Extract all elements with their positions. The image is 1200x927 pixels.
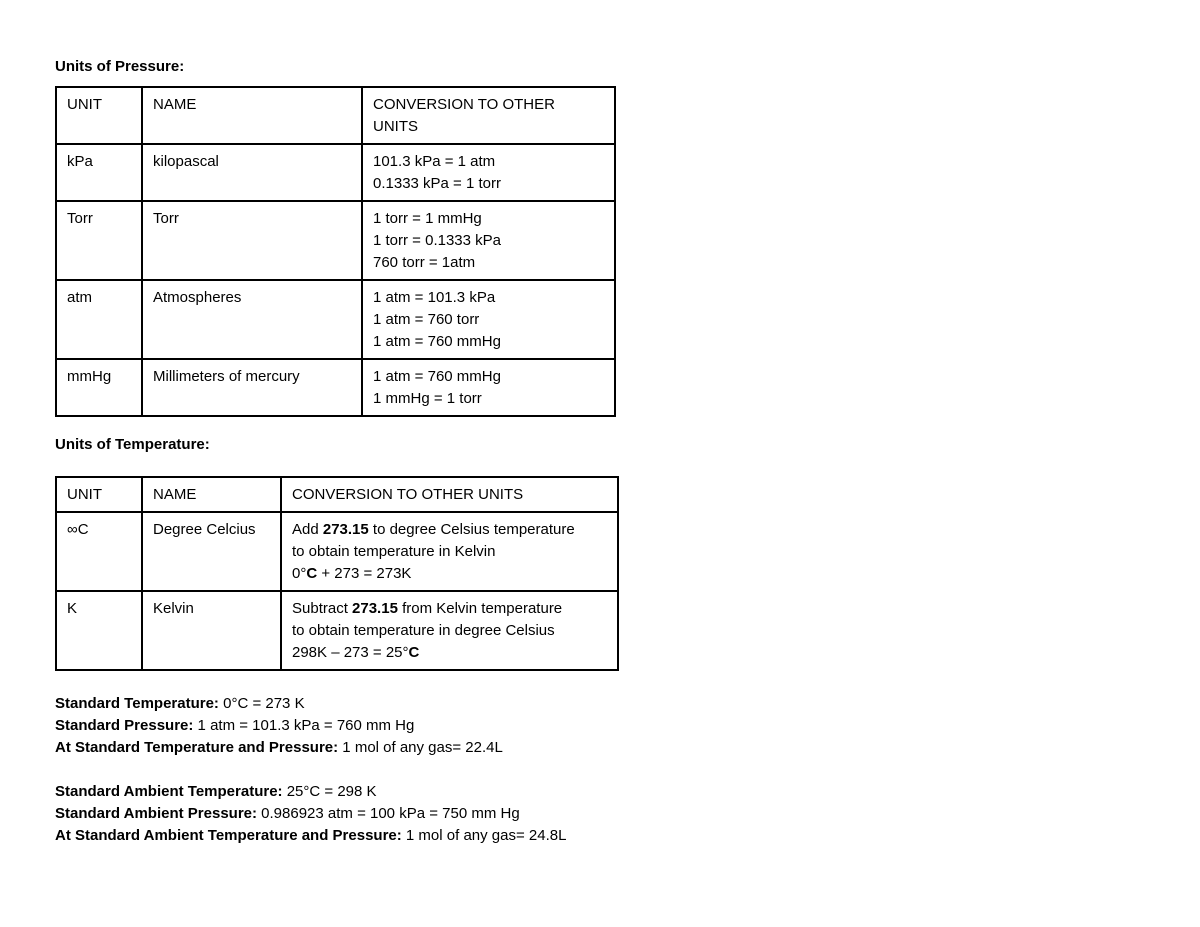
standard-label: At Standard Temperature and Pressure: bbox=[55, 739, 339, 756]
header-conversion: CONVERSION TO OTHER UNITS bbox=[362, 87, 615, 144]
temperature-heading: Units of Temperature: bbox=[55, 436, 210, 453]
standard-line bbox=[55, 737, 503, 759]
table-row bbox=[56, 512, 618, 591]
table-row bbox=[56, 591, 618, 670]
conversion-line: 101.3 kPa = 1 atm bbox=[373, 153, 496, 170]
table-row bbox=[56, 201, 615, 280]
ambient-line bbox=[55, 803, 566, 825]
conversion-line: to obtain temperature in Kelvin bbox=[292, 543, 496, 560]
standard-line bbox=[55, 715, 503, 737]
bold-value: 273.15 bbox=[352, 600, 398, 617]
conversion-line bbox=[292, 519, 607, 541]
conversion-cell bbox=[281, 512, 618, 591]
header-conversion: CONVERSION TO OTHER UNITS bbox=[281, 477, 618, 512]
unit-cell: ∞C bbox=[56, 512, 142, 591]
text-segment: 0° bbox=[292, 565, 307, 582]
ambient-value: 1 mol of any gas= 24.8L bbox=[401, 827, 567, 844]
standard-line bbox=[55, 693, 503, 715]
table-row bbox=[56, 359, 615, 416]
table-row bbox=[56, 144, 615, 201]
conversion-line: 1 torr = 1 mmHg bbox=[373, 210, 482, 227]
standard-value: 1 mol of any gas= 22.4L bbox=[338, 739, 503, 756]
table-header-row bbox=[56, 87, 615, 144]
name-cell: Atmospheres bbox=[142, 280, 362, 359]
name-cell: Degree Celcius bbox=[142, 512, 281, 591]
unit-cell: K bbox=[56, 591, 142, 670]
conversion-line bbox=[292, 563, 607, 585]
text-segment: + 273 = 273K bbox=[317, 565, 412, 582]
text-segment: from Kelvin temperature bbox=[397, 600, 563, 617]
standard-label: Standard Temperature: bbox=[55, 695, 219, 712]
bold-value: 273.15 bbox=[322, 521, 369, 538]
unit-cell: Torr bbox=[56, 201, 142, 280]
name-cell: Millimeters of mercury bbox=[142, 359, 362, 416]
text-segment: 298K – 273 = 25° bbox=[292, 644, 409, 661]
header-name: NAME bbox=[142, 477, 281, 512]
conversion-line: to obtain temperature in degree Celsius bbox=[292, 622, 555, 639]
conversion-cell bbox=[281, 591, 618, 670]
table-header-row bbox=[56, 477, 618, 512]
conversion-cell bbox=[362, 201, 615, 280]
name-cell: Kelvin bbox=[142, 591, 281, 670]
conversion-line: 1 atm = 760 mmHg bbox=[373, 333, 501, 350]
ambient-value: 0.986923 atm = 100 kPa = 750 mm Hg bbox=[257, 805, 520, 822]
conversion-line bbox=[292, 598, 607, 620]
conversion-cell bbox=[362, 280, 615, 359]
header-unit: UNIT bbox=[56, 477, 142, 512]
conversion-line bbox=[292, 642, 607, 664]
standard-label: Standard Pressure: bbox=[55, 717, 194, 734]
name-cell: Torr bbox=[142, 201, 362, 280]
header-unit: UNIT bbox=[56, 87, 142, 144]
pressure-heading: Units of Pressure: bbox=[55, 58, 185, 75]
conversion-line: 0.1333 kPa = 1 torr bbox=[373, 175, 501, 192]
bold-value: C bbox=[408, 644, 420, 661]
ambient-value: 25°C = 298 K bbox=[282, 783, 377, 800]
standard-value: 1 atm = 101.3 kPa = 760 mm Hg bbox=[193, 717, 415, 734]
bold-value: C bbox=[306, 565, 318, 582]
conversion-line: 760 torr = 1atm bbox=[373, 254, 476, 271]
ambient-label: Standard Ambient Pressure: bbox=[55, 805, 257, 822]
name-cell: kilopascal bbox=[142, 144, 362, 201]
text-segment: Add bbox=[292, 521, 323, 538]
table-row bbox=[56, 280, 615, 359]
ambient-conditions bbox=[55, 781, 566, 847]
conversion-line: 1 atm = 101.3 kPa bbox=[373, 289, 496, 306]
ambient-label: Standard Ambient Temperature: bbox=[55, 783, 283, 800]
unit-cell: kPa bbox=[56, 144, 142, 201]
text-segment: Subtract bbox=[292, 600, 353, 617]
conversion-line: 1 mmHg = 1 torr bbox=[373, 390, 482, 407]
text-segment: to degree Celsius temperature bbox=[368, 521, 575, 538]
conversion-line: 1 atm = 760 torr bbox=[373, 311, 480, 328]
unit-cell: mmHg bbox=[56, 359, 142, 416]
conversion-cell bbox=[362, 359, 615, 416]
pressure-table bbox=[55, 86, 616, 417]
header-name: NAME bbox=[142, 87, 362, 144]
conversion-line: 1 torr = 0.1333 kPa bbox=[373, 232, 501, 249]
conversion-cell bbox=[362, 144, 615, 201]
ambient-line bbox=[55, 781, 566, 803]
ambient-line bbox=[55, 825, 566, 847]
temperature-table bbox=[55, 476, 619, 671]
standard-conditions bbox=[55, 693, 503, 759]
unit-cell: atm bbox=[56, 280, 142, 359]
conversion-line: 1 atm = 760 mmHg bbox=[373, 368, 501, 385]
standard-value: 0°C = 273 K bbox=[218, 695, 305, 712]
ambient-label: At Standard Ambient Temperature and Pressure: bbox=[55, 827, 402, 844]
